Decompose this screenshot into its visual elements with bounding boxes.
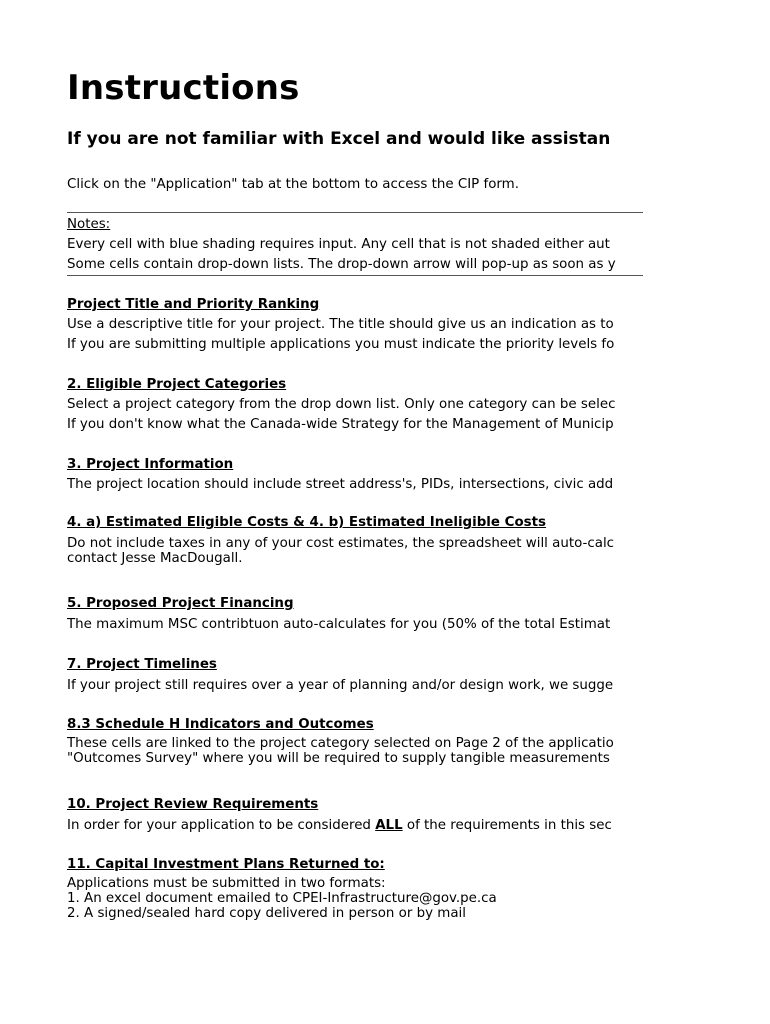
- review-text-end: of the requirements in this sec: [402, 818, 612, 833]
- notes-line-2: Some cells contain drop-down lists. The drop-down arrow will pop-up as soon as y: [67, 257, 616, 272]
- section-indicators-line-2: "Outcomes Survey" where you will be required to supply tangible measurements: [67, 751, 610, 766]
- section-returned-heading: 11. Capital Investment Plans Returned to:: [67, 857, 385, 872]
- section-title-priority-line-1: Use a descriptive title for your project. The title should give us an indication as to: [67, 317, 614, 332]
- section-categories-line-1: Select a project category from the drop down list. Only one category can be selec: [67, 397, 616, 412]
- section-review-line-1: [67, 818, 612, 834]
- section-returned-line-3: 2. A signed/sealed hard copy delivered in person or by mail: [67, 906, 466, 921]
- page-subtitle: If you are not familiar with Excel and would like assistan: [67, 129, 611, 149]
- page-title: Instructions: [67, 68, 300, 108]
- section-title-priority-line-2: If you are submitting multiple applications you must indicate the priority levels fo: [67, 337, 615, 352]
- section-timelines-line-1: If your project still requires over a year of planning and/or design work, we sugge: [67, 678, 614, 693]
- notes-heading: Notes:: [67, 217, 111, 232]
- notes-line-1: Every cell with blue shading requires input. Any cell that is not shaded either aut: [67, 237, 610, 252]
- section-returned-line-2: 1. An excel document emailed to CPEI-Infrastructure@gov.pe.ca: [67, 891, 497, 906]
- review-text-start: In order for your application to be considered: [67, 818, 376, 833]
- review-emphasis-all: ALL: [375, 818, 403, 833]
- section-categories-line-2: If you don't know what the Canada-wide Strategy for the Management of Municip: [67, 417, 614, 432]
- section-timelines-heading: 7. Project Timelines: [67, 657, 217, 672]
- intro-text: Click on the "Application" tab at the bottom to access the CIP form.: [67, 177, 519, 192]
- section-review-heading: 10. Project Review Requirements: [67, 797, 319, 812]
- section-costs-line-2: contact Jesse MacDougall.: [67, 551, 243, 566]
- section-costs-line-1: Do not include taxes in any of your cost estimates, the spreadsheet will auto-calc: [67, 536, 615, 551]
- section-categories-heading: 2. Eligible Project Categories: [67, 377, 287, 392]
- section-title-priority-heading: Project Title and Priority Ranking: [67, 297, 320, 312]
- section-financing-heading: 5. Proposed Project Financing: [67, 596, 294, 611]
- section-returned-line-1: Applications must be submitted in two formats:: [67, 876, 386, 891]
- section-project-info-heading: 3. Project Information: [67, 457, 234, 472]
- section-financing-line-1: The maximum MSC contribtuon auto-calculates for you (50% of the total Estimat: [67, 617, 611, 632]
- instructions-sheet: [67, 0, 643, 1024]
- section-indicators-heading: 8.3 Schedule H Indicators and Outcomes: [67, 717, 374, 732]
- section-indicators-line-1: These cells are linked to the project category selected on Page 2 of the applicatio: [67, 736, 614, 751]
- section-project-info-line-1: The project location should include street address's, PIDs, intersections, civic add: [67, 477, 614, 492]
- section-costs-heading: 4. a) Estimated Eligible Costs & 4. b) Estimated Ineligible Costs: [67, 515, 547, 530]
